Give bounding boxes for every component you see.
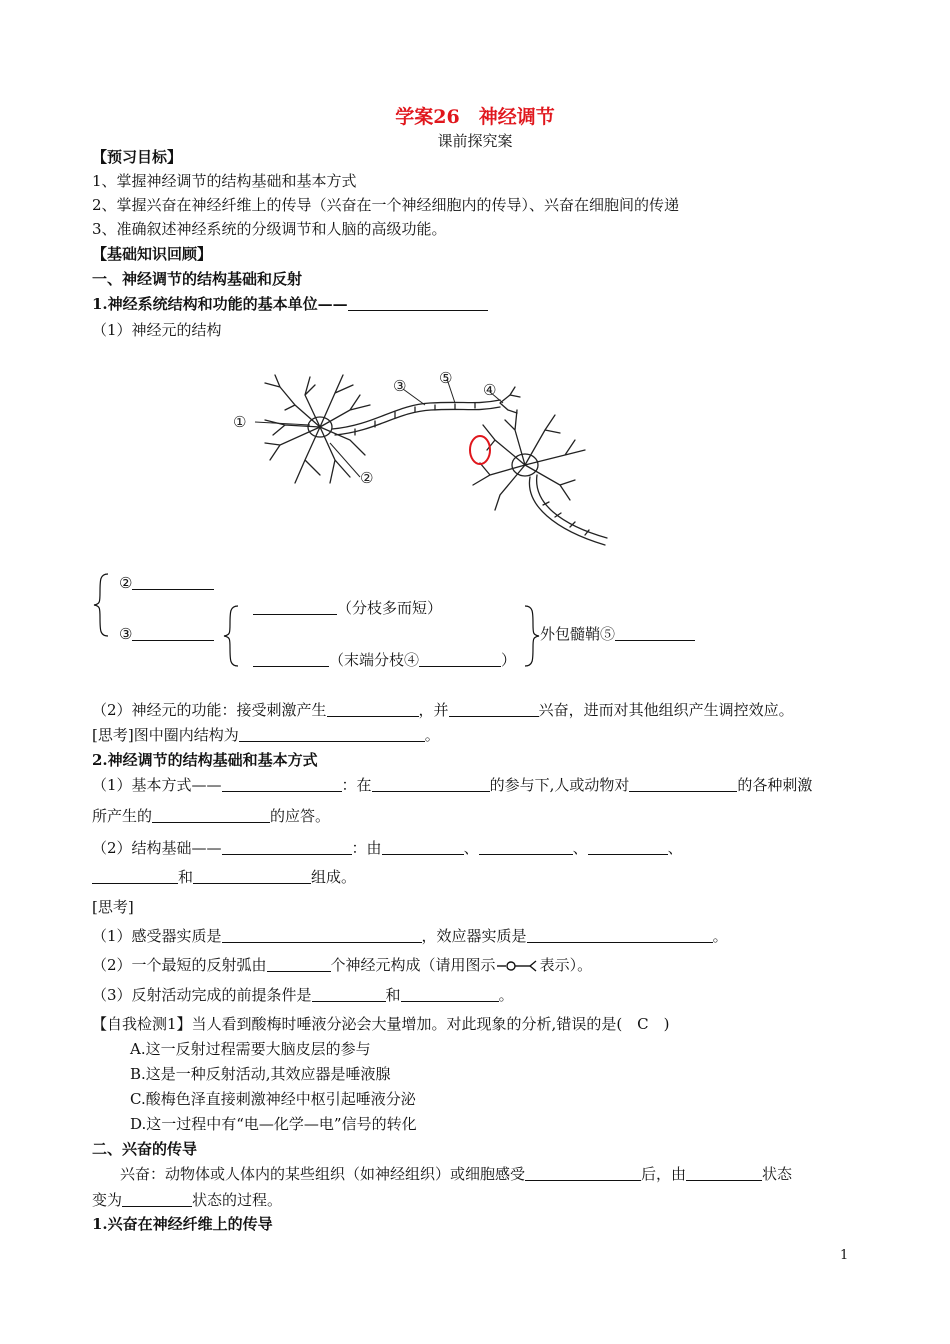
objective-item: 1、掌握神经调节的结构基础和基本方式 — [92, 172, 357, 190]
answer-blank[interactable] — [527, 927, 713, 943]
answer-blank[interactable] — [615, 625, 695, 641]
brace-right — [521, 604, 541, 668]
q1-sub1: （1）神经元的结构 — [92, 321, 222, 339]
basics-line-3: （2）结构基础—— ：由 、 、 、 — [92, 839, 683, 857]
neuron-diagram — [225, 365, 615, 560]
answer-blank[interactable] — [588, 839, 668, 855]
answer-blank[interactable] — [193, 868, 311, 884]
selftest-option: A.这一反射过程需要大脑皮层的参与 — [130, 1040, 371, 1058]
answer-blank[interactable] — [152, 807, 270, 823]
section2-sub1: 1.兴奋在神经纤维上的传导 — [92, 1215, 273, 1233]
neuron-symbol-icon — [496, 959, 540, 973]
answer-blank[interactable] — [419, 651, 501, 667]
answer-blank[interactable] — [132, 625, 214, 641]
label-3: ③ — [393, 377, 407, 395]
basics-line-2: 所产生的 的应答。 — [92, 807, 331, 825]
think-2: （2）一个最短的反射弧由 个神经元构成（请用图示 表示）。 — [92, 956, 593, 974]
basics-title: 2.神经调节的结构基础和基本方式 — [92, 751, 318, 769]
basics-line-1: （1）基本方式—— ：在 的参与下,人或动物对 的各种刺激 — [92, 776, 813, 794]
basics-think: [思考] — [92, 898, 134, 916]
label-1: ① — [233, 413, 247, 431]
answer-blank[interactable] — [525, 1165, 641, 1181]
selftest-stem: 【自我检测1】当人看到酸梅时唾液分泌会大量增加。对此现象的分析,错误的是( C ) — [92, 1015, 670, 1033]
label-4: ④ — [483, 381, 497, 399]
answer-blank[interactable] — [222, 776, 342, 792]
selftest-option: D.这一过程中有“电—化学—电”信号的转化 — [130, 1115, 417, 1133]
answer-blank[interactable] — [222, 927, 422, 943]
q1-title: 1.神经系统结构和功能的基本单位—— — [92, 294, 488, 314]
selftest-option: B.这是一种反射活动,其效应器是唾液腺 — [130, 1065, 391, 1083]
section2-line-1: 兴奋：动物体或人体内的某些组织（如神经组织）或细胞感受 后，由 状态 — [120, 1165, 793, 1183]
answer-blank[interactable] — [629, 776, 737, 792]
function-think: [思考]图中圈内结构为 。 — [92, 726, 440, 744]
answer-blank[interactable] — [122, 1191, 192, 1207]
answer-blank[interactable] — [382, 839, 464, 855]
page-subtitle: 课前探究案 — [437, 132, 513, 150]
answer-blank[interactable] — [253, 599, 337, 615]
answer-blank[interactable] — [239, 726, 425, 742]
section2-title: 二、兴奋的传导 — [92, 1140, 198, 1158]
objective-item: 2、掌握兴奋在神经纤维上的传导（兴奋在一个神经细胞内的传导）、兴奋在细胞间的传递 — [92, 196, 680, 214]
myelin-label: 外包髓鞘⑤ — [540, 624, 695, 644]
think-1: （1）感受器实质是 ，效应器实质是 。 — [92, 927, 728, 945]
branch-end: （末端分枝④ ） — [253, 650, 516, 670]
think-3: （3）反射活动完成的前提条件是 和 。 — [92, 986, 514, 1004]
function-line: （2）神经元的功能：接受刺激产生 ，并 兴奋，进而对其他组织产生调控效应。 — [92, 701, 794, 719]
section1-title: 一、神经调节的结构基础和反射 — [92, 270, 303, 288]
answer-blank[interactable] — [479, 839, 573, 855]
answer-blank[interactable] — [92, 868, 178, 884]
objectives-heading: 【预习目标】 — [92, 148, 183, 166]
objective-item: 3、准确叙述神经系统的分级调节和人脑的高级功能。 — [92, 220, 447, 238]
answer-blank[interactable] — [312, 986, 386, 1002]
page-title: 学案26 神经调节 — [395, 106, 555, 128]
structure-row-3: ③ — [119, 624, 214, 644]
answer-blank[interactable] — [686, 1165, 762, 1181]
basics-line-4: 和 组成。 — [92, 867, 356, 887]
answer-blank[interactable] — [372, 776, 490, 792]
label-2: ② — [360, 469, 374, 487]
answer-blank[interactable] — [449, 701, 539, 717]
label-5: ⑤ — [439, 369, 453, 387]
answer-blank[interactable] — [327, 701, 419, 717]
answer-blank[interactable] — [401, 986, 499, 1002]
page-number: 1 — [840, 1248, 849, 1263]
branch-many-short: （分枝多而短） — [253, 598, 442, 618]
section2-line-2: 变为 状态的过程。 — [92, 1191, 283, 1209]
selftest-option: C.酸梅色泽直接刺激神经中枢引起唾液分泌 — [130, 1090, 416, 1108]
answer-blank[interactable] — [348, 295, 488, 311]
brace-middle — [222, 604, 242, 668]
answer-blank[interactable] — [132, 574, 214, 590]
review-heading: 【基础知识回顾】 — [92, 245, 213, 263]
answer-blank[interactable] — [253, 651, 329, 667]
answer-blank[interactable] — [267, 956, 331, 972]
structure-row-2: ② — [119, 573, 214, 593]
answer-blank[interactable] — [222, 839, 352, 855]
brace-left — [92, 572, 112, 638]
